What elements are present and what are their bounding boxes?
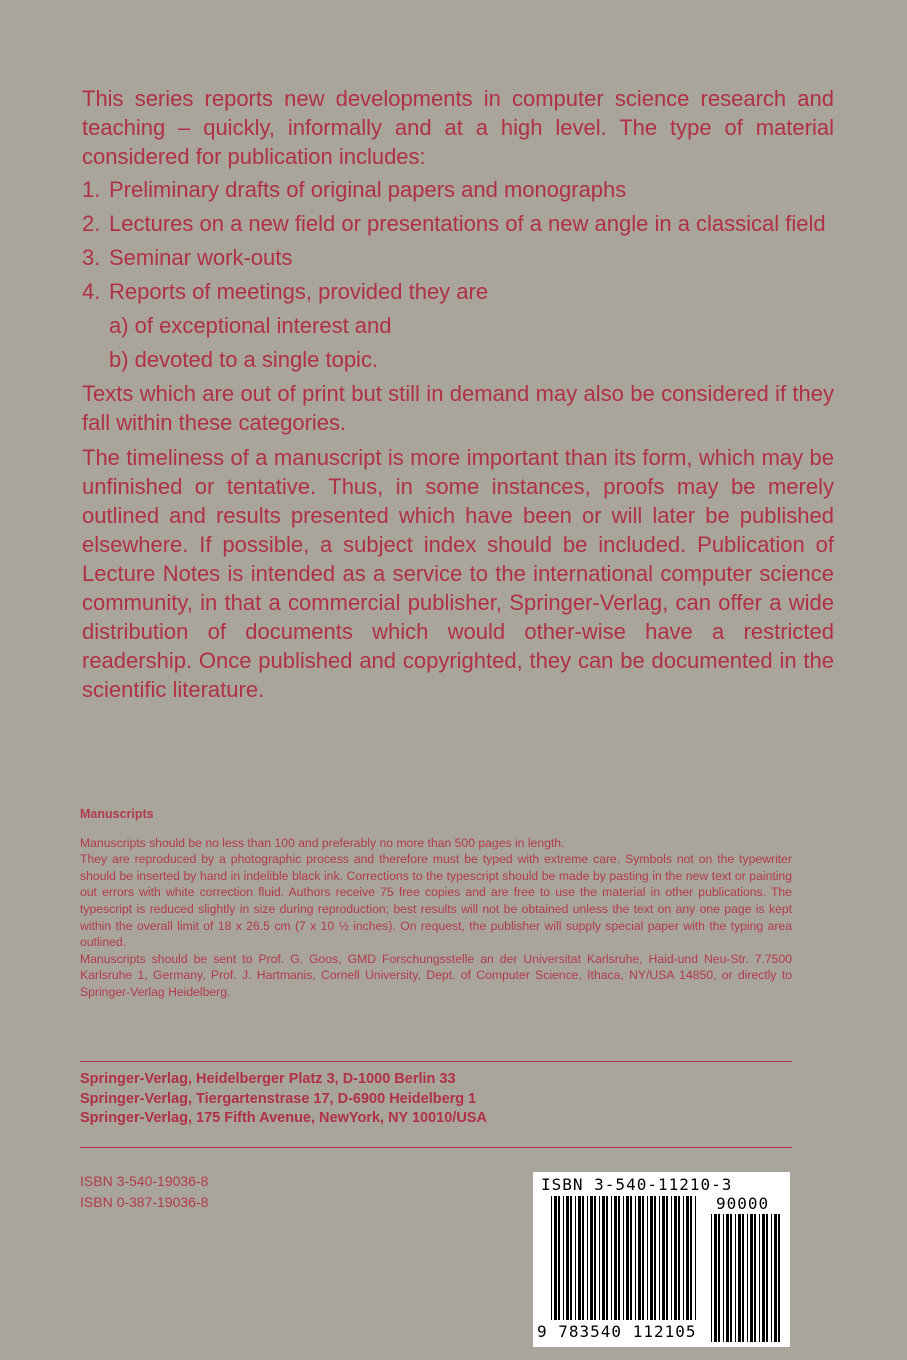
intro-paragraph: This series reports new developments in computer science research and teaching – quickly, informally and at a high level. The type of material considered for publication includes: [82, 86, 834, 169]
manuscripts-length: Manuscripts should be no less than 100 and preferably no more than 500 pages in length. [80, 835, 565, 850]
series-description [82, 84, 834, 710]
barcode-digits: 9 783540 112105 [537, 1322, 697, 1341]
timeliness-paragraph: The timeliness of a manuscript is more important than its form, which may be unfinished or tentative. Thus, in some instances, proofs may be merely outlined and results presented which have been or will later be published elsewhere. If possible, a subject index should be included. Publication of Lecture Notes is intended as a service to the international computer science community, in that a commercial publisher, Springer-Verlag, can offer a wide distribution of documents which would other-wise have a restricted readership. Once published and copyrighted, they can be documented in the scientific literature. [82, 445, 834, 702]
isbn-block [80, 1171, 208, 1213]
barcode-addon-digits: 90000 [716, 1194, 770, 1213]
out-of-print-paragraph: Texts which are out of print but still in demand may also be considered if they fall within these categories. [82, 381, 834, 435]
isbn-german: ISBN 3-540-19036-8 [80, 1173, 209, 1189]
list-item: 2. Lectures on a new field or presentations of a new angle in a classical field [82, 211, 826, 236]
manuscripts-heading: Manuscripts [80, 807, 154, 821]
manuscripts-submission: Manuscripts should be sent to Prof. G. Goos, GMD Forschungsstelle an der Universitat Karlsruhe, Haid-und Neu-Str. 7.7500 Karlsruhe 1, Germany, Prof. J. Hartmanis, Cornell University, Dept. of Computer Science, Ithaca, NY/USA 14850, or directly to Springer-Verlag Heidelberg. [80, 951, 792, 999]
barcode-box [533, 1172, 790, 1347]
manuscripts-section [80, 806, 792, 1001]
barcode-isbn-label: ISBN 3-540-11210-3 [541, 1175, 733, 1194]
list-item: 4. Reports of meetings, provided they are [82, 279, 489, 304]
manuscripts-typing: They are reproduced by a photographic process and therefore must be typed with extreme care. Symbols not on the typewriter should be inserted by hand in indelible black ink. Corrections to the typescript should be made by pasting in the new text or painting out errors with white correction fluid. Authors receive 75 free copies and are free to use the material in other publications. The typescript is reduced slightly in size during reproduction; best results will not be obtained unless the text on any one page is kept within the overall limit of 18 x 26.5 cm (7 x 10 ½ inches). On request, the publisher will supply special paper with the typing area outlined. [80, 852, 792, 950]
material-list [82, 175, 834, 306]
address-newyork: Springer-Verlag, 175 Fifth Avenue, NewYork, NY 10010/USA [80, 1110, 487, 1126]
address-berlin: Springer-Verlag, Heidelberger Platz 3, D-1000 Berlin 33 [80, 1071, 456, 1087]
list-item: 1. Preliminary drafts of original papers and monographs [82, 177, 627, 202]
list-item: 3. Seminar work-outs [82, 245, 293, 270]
sub-item: a) of exceptional interest and [109, 313, 392, 338]
divider-top [80, 1061, 792, 1062]
isbn-us: ISBN 0-387-19036-8 [80, 1194, 209, 1210]
divider-bottom [80, 1147, 792, 1148]
address-heidelberg: Springer-Verlag, Tiergartenstrase 17, D-6900 Heidelberg 1 [80, 1090, 477, 1107]
publisher-addresses [80, 1070, 792, 1129]
sub-item: b) devoted to a single topic. [109, 347, 379, 372]
